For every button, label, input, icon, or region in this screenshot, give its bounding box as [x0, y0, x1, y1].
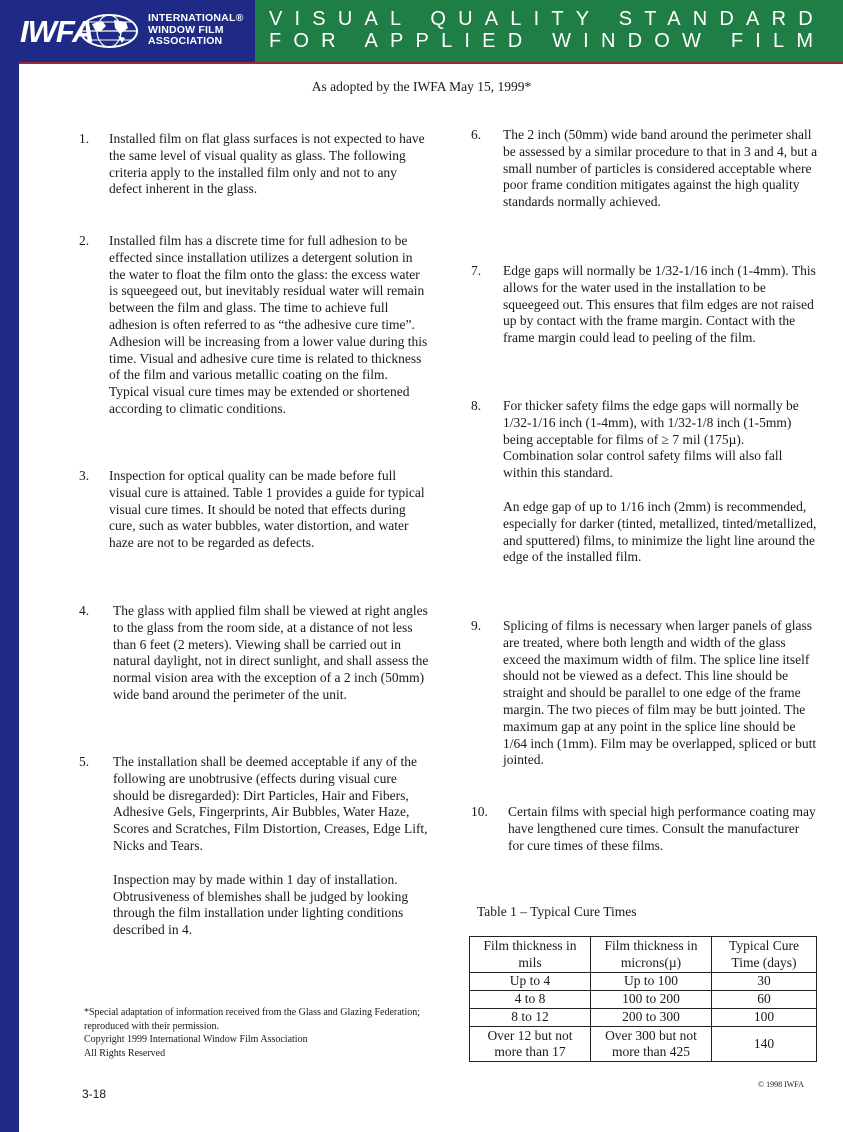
table-cell: 140	[712, 1027, 817, 1062]
copyright-line: All Rights Reserved	[84, 1047, 166, 1059]
table-cell: 100	[712, 1009, 817, 1027]
org-name-line: INTERNATIONAL®	[148, 12, 244, 24]
table-cell: 100 to 200	[591, 991, 712, 1009]
iwfa-logo: IWFA	[20, 14, 94, 49]
table-cell: 4 to 8	[470, 991, 591, 1009]
clause-number: 8.	[471, 398, 482, 413]
column-header: Typical Cure Time (days)	[712, 937, 817, 973]
title-line-2: FOR APPLIED WINDOW FILM	[269, 30, 826, 52]
header-rule	[19, 62, 843, 64]
copyright-line: Copyright 1999 International Window Film Association	[84, 1034, 308, 1045]
table-row	[470, 1027, 817, 1062]
table-cell: Over 12 but not more than 17	[470, 1027, 591, 1062]
adoption-note: As adopted by the IWFA May 15, 1999*	[311, 79, 532, 94]
brand-block	[0, 0, 255, 62]
page-number: 3-18	[82, 1087, 107, 1101]
clause-text: Installed film has a discrete time for full adhesion to be effected since installation utilizes a detergent solution in the water to float the film onto the glass: the excess water is squeegeed out, but inevitably residual water will remain between the film and glass. The time to achieve full adhesion is often referred to as “the adhesive cure time”. Adhesion will be increasing from a lower value during this time. Visual and adhesive cure time is related to thickness of the film and various metallic coating on the film. Typical visual cure times may be extended or shortened according to climatic conditions.	[109, 233, 428, 416]
column-header: Film thickness in microns(µ)	[591, 937, 712, 973]
clause-number: 7.	[471, 263, 482, 278]
title-line-1: VISUAL QUALITY STANDARD	[269, 8, 825, 30]
clause-text: The installation shall be deemed acceptable if any of the following are unobtrusive (effects during visual cure should be disregarded): Dirt Particles, Hair and Fibers, Adhesive Gels, Fingerprints, Air Bubbles, Water Haze, Scores and Scratches, Film Distortion, Creases, Edge Lift, Nicks and Tears.	[113, 754, 428, 853]
clause-text: Inspection for optical quality can be made before full visual cure is attained. Table 1 provides a guide for typical visual cure times. It should be noted that effects during cure, such as water bubbles, water distortion, and water haze are not to be regarded as defects.	[109, 468, 425, 551]
table-row	[470, 991, 817, 1009]
table-cell: Up to 100	[591, 973, 712, 991]
clause-text: The glass with applied film shall be viewed at right angles to the glass from the room side, at a distance of not less than 6 feet (2 meters). Viewing shall be carried out in natural daylight, not in direct sunlight, and shall assess the normal vision area with the exception of a 2 inch (50mm) wide band around the perimeter of the unit.	[113, 603, 429, 702]
clause-number: 4.	[79, 603, 90, 618]
column-header: Film thickness in mils	[470, 937, 591, 973]
clause-text: Certain films with special high performance coating may have lengthened cure times. Consult the manufacturer for cure times of these films.	[508, 804, 816, 853]
clause-text: For thicker safety films the edge gaps will normally be 1/32-1/16 inch (1-4mm), with 1/32-1/8 inch (1-5mm) being acceptable for films of ≥ 7 mil (175µ). Combination solar control safety films will also fall within this standard.	[503, 398, 799, 481]
clause-number: 2.	[79, 233, 90, 248]
small-copyright: © 1998 IWFA	[758, 1080, 804, 1089]
table-caption: Table 1 – Typical Cure Times	[477, 904, 637, 919]
document-title	[269, 8, 843, 52]
footnote-text: *Special adaptation of information received from the Glass and Glazing Federation; reproduced with their permission.	[84, 1007, 421, 1032]
clause-number: 10.	[471, 804, 488, 819]
clause-text: Installed film on flat glass surfaces is not expected to have the same level of visual quality as glass. The following criteria apply to the installed film only and not to any defect inherent in the glass.	[109, 131, 425, 197]
footnote-block	[84, 1006, 434, 1060]
clause-number: 9.	[471, 618, 482, 633]
table-cell: 8 to 12	[470, 1009, 591, 1027]
clause-number: 1.	[79, 131, 90, 146]
clause-number: 3.	[79, 468, 90, 483]
clause-number: 6.	[471, 127, 482, 142]
table-cell: Over 300 but not more than 425	[591, 1027, 712, 1062]
globe-logo-icon	[78, 12, 140, 50]
table-cell: 30	[712, 973, 817, 991]
page-header	[0, 0, 843, 62]
table-cell: 60	[712, 991, 817, 1009]
clause-number: 5.	[79, 754, 90, 769]
table-header-row	[470, 937, 817, 973]
org-name-line: WINDOW FILM	[148, 23, 224, 36]
clause-text: Edge gaps will normally be 1/32-1/16 inch (1-4mm). This allows for the water used in the installation to be squeegeed out. This ensures that film edges are not raised up by contact with the frame margin. Contact with the frame margin could lead to peeling of the film.	[503, 263, 816, 346]
cure-times-table	[469, 936, 817, 1062]
clause-text: An edge gap of up to 1/16 inch (2mm) is recommended, especially for darker (tinted, metallized, tinted/metallized, and sputtered) films, to minimize the light line around the edge of the installed film.	[503, 498, 817, 565]
table-cell: 200 to 300	[591, 1009, 712, 1027]
table-row	[470, 1009, 817, 1027]
table-row	[470, 973, 817, 991]
org-name-line: ASSOCIATION	[148, 35, 223, 47]
table-cell: Up to 4	[470, 973, 591, 991]
org-name	[148, 13, 244, 48]
clause-text: Splicing of films is necessary when larger panels of glass are treated, where both length and width of the glass exceed the maximum width of film. The splice line itself should not be viewed as a defect. This line should be straight and should be parallel to one edge of the frame margin. The two pieces of film may be butt jointed. The maximum gap at any point in the splice line should be 1/64 inch (1mm). Film may be overlapped, spliced or butt jointed.	[503, 618, 817, 768]
left-color-band	[0, 0, 19, 1132]
clause-text: The 2 inch (50mm) wide band around the perimeter shall be assessed by a similar procedure to that in 3 and 4, but a small number of particles is considered acceptable where poor frame condition mitigates against the high quality standards normally achieved.	[503, 127, 818, 210]
title-banner	[255, 0, 843, 62]
clause-text: Inspection may by made within 1 day of installation. Obtrusiveness of blemishes shall be judged by looking through the film installation under lighting conditions described in 4.	[113, 871, 409, 938]
